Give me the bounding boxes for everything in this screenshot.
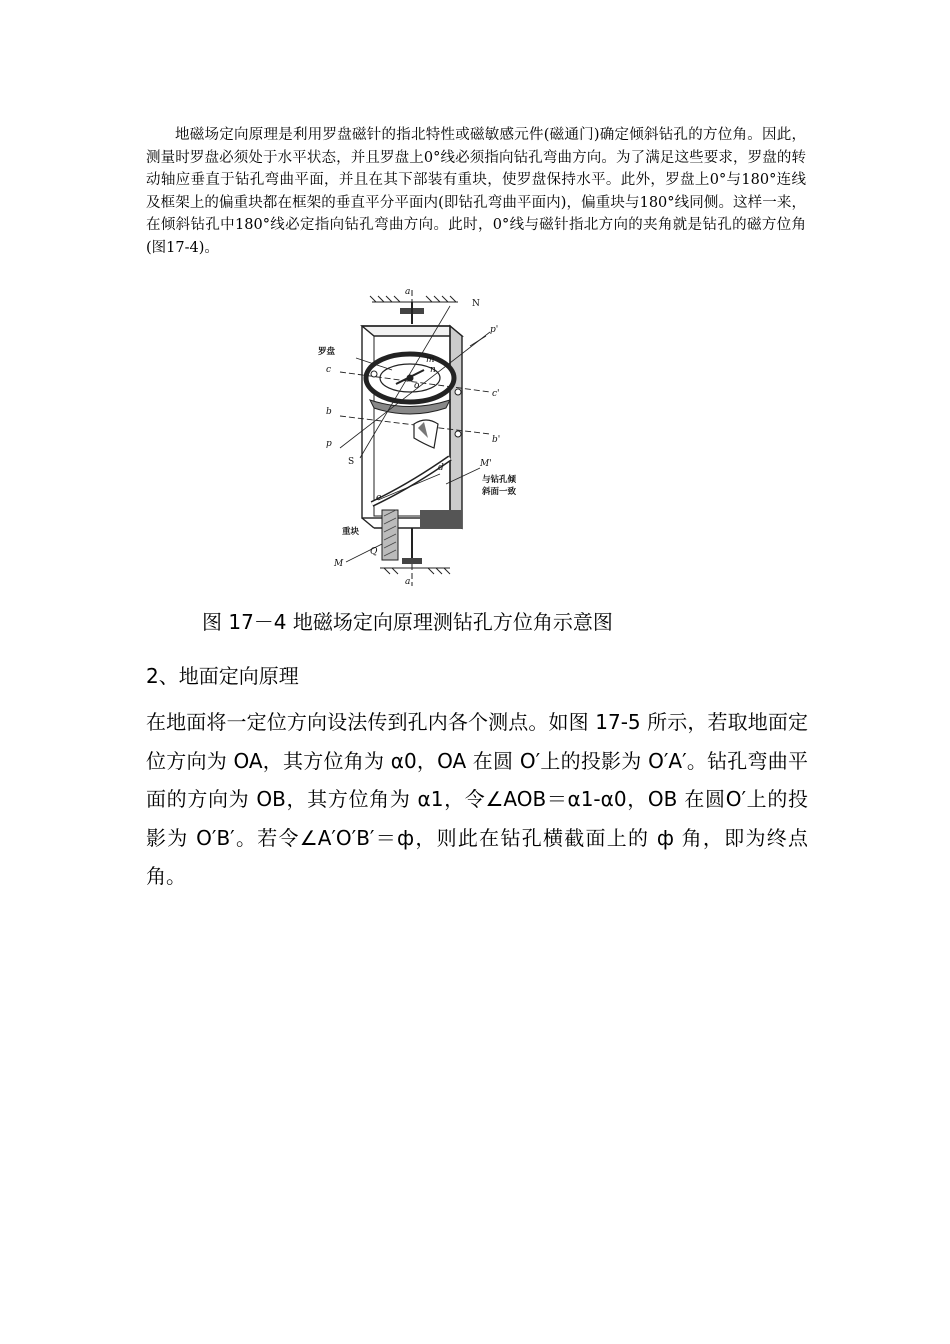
label-p-right: p' [490, 325, 499, 335]
label-M-right: M' [480, 459, 492, 469]
compass [366, 354, 454, 414]
label-e: e [376, 493, 382, 503]
label-N: N [472, 299, 480, 309]
bottom-bearing [402, 558, 422, 564]
label-a-top: a [405, 288, 411, 297]
bottom-plate [420, 510, 462, 528]
label-compass: 罗盘 [318, 347, 336, 357]
label-weight: 重块 [342, 527, 360, 537]
section-heading: 2、地面定向原理 [146, 664, 299, 688]
figure-caption: 图 17－4 地磁场定向原理测钻孔方位角示意图 [202, 610, 613, 634]
label-b-left: b [326, 407, 332, 417]
label-b-right: b' [492, 435, 501, 445]
label-Q: Q [370, 547, 378, 557]
label-o: o [414, 381, 420, 391]
label-c-right: c' [492, 389, 500, 399]
bottom-ground-hatch [380, 568, 450, 574]
label-M-left: M [334, 559, 344, 569]
label-p-left: p [326, 439, 332, 449]
paragraph-ground-orientation: 在地面将一定位方向设法传到孔内各个测点。如图 17-5 所示，若取地面定位方向为 OA，其方位角为 α0，OA 在圆 O′上的投影为 O′A′。钻孔弯曲平面的方向为 OB，其方位角为 α1，令∠AOB＝α1-α0，OB 在圆O′上的投影为 O′B′。若令∠A′O′B′＝ф，则此在钻孔横截面上的 ф 角，即为终点角。 [146, 710, 808, 889]
label-S: S [348, 457, 355, 467]
figure-17-4-diagram [300, 288, 630, 588]
weight-block [382, 510, 398, 560]
label-m: m [426, 355, 435, 365]
label-a-bottom: a [405, 577, 411, 587]
label-note-line2: 斜面一致 [482, 487, 517, 497]
label-note-line1: 与钻孔倾 [482, 475, 517, 485]
paragraph-geomagnetic-principle: 地磁场定向原理是利用罗盘磁针的指北特性或磁敏感元件(磁通门)确定倾斜钻孔的方位角。因此，测量时罗盘必须处于水平状态，并且罗盘上0°线必须指向钻孔弯曲方向。为了满足这些要求，罗盘的转动轴应垂直于钻孔弯曲平面，并且在其下部装有重块，使罗盘保持水平。此外，罗盘上0°与180°连线及框架上的偏重块都在框架的垂直平分平面内(即钻孔弯曲平面内)，偏重块与180°线同侧。这样一来，在倾斜钻孔中180°线必定指向钻孔弯曲方向。此时，0°线与磁针指北方向的夹角就是钻孔的磁方位角(图17-4)。 [146, 127, 806, 256]
label-d: d [438, 463, 444, 473]
diagram-svg [300, 288, 630, 588]
label-n: n [430, 365, 436, 375]
label-c-left: c [326, 365, 332, 375]
top-ground-hatch [370, 296, 458, 302]
